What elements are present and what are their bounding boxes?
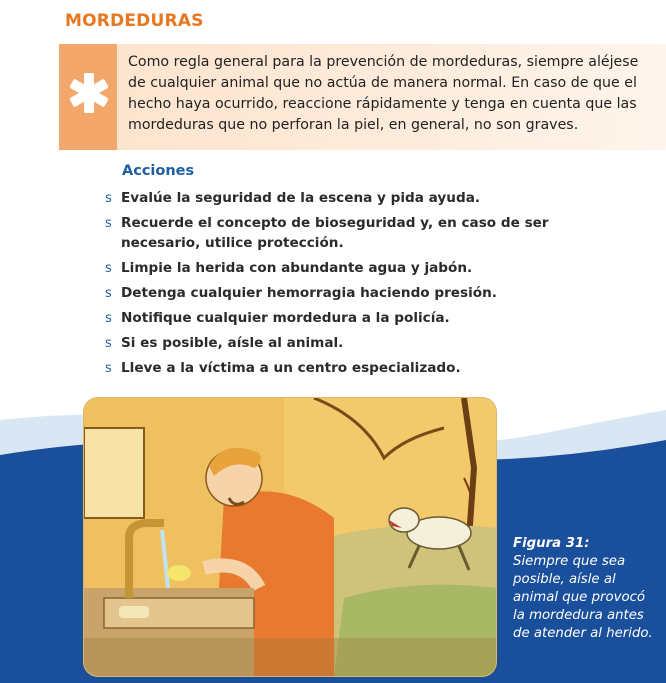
first-aid-star-icon xyxy=(70,73,108,113)
section-title: MORDEDURAS xyxy=(65,11,204,31)
bullet-icon: s xyxy=(105,216,112,231)
list-item: s Notifique cualquier mordedura a la policía. xyxy=(105,308,625,328)
list-item: s Evalúe la seguridad de la escena y pida ayuda. xyxy=(105,188,625,208)
figure-label: Figura 31: xyxy=(513,536,590,551)
list-item: s Recuerde el concepto de bioseguridad y, en caso de ser necesario, utilice protección. xyxy=(105,215,549,251)
bullet-icon: s xyxy=(105,361,112,376)
bullet-icon: s xyxy=(105,286,112,301)
actions-heading: Acciones xyxy=(122,163,195,179)
list-item: s Lleve a la víctima a un centro especializado. xyxy=(105,358,625,378)
list-item: s Detenga cualquier hemorragia haciendo presión. xyxy=(105,283,625,303)
figure-caption-text: Siempre que sea posible, aísle al animal que provocó la mordedura antes de atender al herido. xyxy=(513,554,653,641)
figure-illustration xyxy=(84,398,496,676)
illustration-scene xyxy=(84,398,496,676)
actions-list xyxy=(105,188,625,383)
figure-caption xyxy=(513,535,661,643)
bullet-icon: s xyxy=(105,261,112,276)
list-item: s Si es posible, aísle al animal. xyxy=(105,333,625,353)
bullet-icon: s xyxy=(105,191,112,206)
list-item: s Limpie la herida con abundante agua y jabón. xyxy=(105,258,625,278)
bullet-icon: s xyxy=(105,336,112,351)
intro-icon-block xyxy=(59,44,117,150)
intro-text: Como regla general para la prevención de mordeduras, siempre aléjese de cualquier animal que no actúa de manera normal. En caso de que el hecho haya ocurrido, reaccione rápidamente y tenga en cuenta que las mordeduras que no perforan la piel, en general, no son graves. xyxy=(128,54,639,133)
bullet-icon: s xyxy=(105,311,112,326)
